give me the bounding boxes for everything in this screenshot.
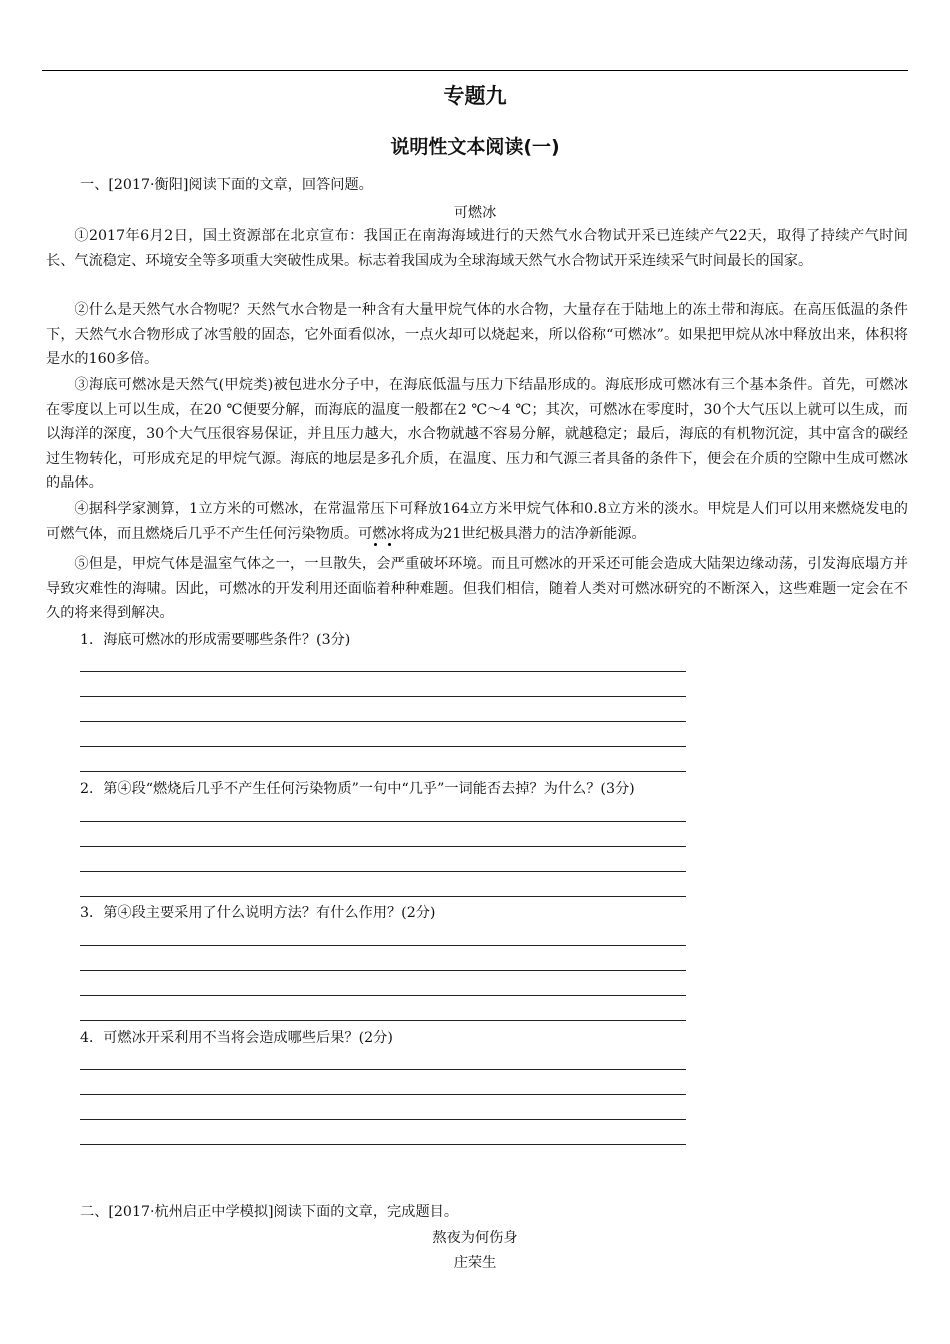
article2-title: 熬夜为何伤身: [432, 1230, 518, 1246]
answer-line[interactable]: [80, 945, 686, 946]
answer-line[interactable]: [80, 1094, 686, 1095]
paragraph-5: ⑤但是，甲烷气体是温室气体之一，一旦散失，会严重破坏环境。而且可燃冰的开采还可能会造成大陆架边缘动荡，引发海底塌方并导致灾难性的海啸。因此，可燃冰的开发利用还面临着种种难题。但我们相信，随着人类对可燃冰研究的不断深入，这些难题一定会在不久的将来得到解决。: [46, 556, 908, 622]
article2-author: 庄荣生: [453, 1255, 497, 1271]
question-1: 1．海底可燃冰的形成需要哪些条件？(3分): [80, 632, 351, 648]
paragraph-4: ④据科学家测算，1立方米的可燃冰，在常温常压下可释放164立方米甲烷气体和0.8立方米的淡水。甲烷是人们可以用来燃烧发电的可燃气体，而且燃烧后几乎不产生任何污染物质。可燃冰将成为21世纪极具潜力的洁净新能源。: [46, 501, 908, 542]
answer-line[interactable]: [80, 696, 686, 697]
answer-line[interactable]: [80, 995, 686, 996]
answer-line[interactable]: [80, 771, 686, 772]
paragraph-3: ③海底可燃冰是天然气(甲烷类)被包进水分子中，在海底低温与压力下结晶形成的。海底形成可燃冰有三个基本条件。首先，可燃冰在零度以上可以生成，在20 ℃便要分解，而海底的温度一般都在2 ℃～4 ℃；其次，可燃冰在零度时，30个大气压以上就可以生成，而以海洋的深度，30个大气压很容易保证，并且压力越大，水合物就越不容易分解，就越稳定；最后，海底的有机物沉淀，其中富含的碳经过生物转化，可形成充足的甲烷气源。海底的地层是多孔介质，在温度、压力和气源三者具备的条件下，便会在介质的空隙中生成可燃冰的晶体。: [46, 377, 908, 492]
answer-line[interactable]: [80, 746, 686, 747]
answer-line[interactable]: [80, 721, 686, 722]
answer-line[interactable]: [80, 1069, 686, 1070]
question-3: 3．第④段主要采用了什么说明方法？有什么作用？(2分): [80, 905, 436, 921]
answer-line[interactable]: [80, 1119, 686, 1120]
page-subtitle: 说明性文本阅读(一): [390, 136, 560, 158]
section1-intro: 一、[2017·衡阳]阅读下面的文章，回答问题。: [80, 177, 373, 193]
emphasis-dot: [374, 543, 377, 546]
top-rule: [42, 70, 908, 71]
question-2: 2．第④段“燃烧后几乎不产生任何污染物质”一句中“几乎”一词能否去掉？为什么？(3分): [80, 781, 635, 797]
section2-intro: 二、[2017·杭州启正中学模拟]阅读下面的文章，完成题目。: [80, 1204, 459, 1220]
emphasis-dot: [388, 543, 391, 546]
paragraph-2: ②什么是天然气水合物呢？天然气水合物是一种含有大量甲烷气体的水合物，大量存在于陆地上的冻土带和海底。在高压低温的条件下，天然气水合物形成了冰雪般的固态，它外面看似冰，一点火却可以烧起来，所以俗称“可燃冰”。如果把甲烷从冰中释放出来，体积将是水的160多倍。: [46, 302, 908, 368]
answer-line[interactable]: [80, 1020, 686, 1021]
answer-line[interactable]: [80, 896, 686, 897]
answer-line[interactable]: [80, 1144, 686, 1145]
answer-line[interactable]: [80, 970, 686, 971]
article-title: 可燃冰: [453, 205, 497, 221]
answer-line[interactable]: [80, 846, 686, 847]
answer-line[interactable]: [80, 671, 686, 672]
page-title: 专题九: [443, 84, 507, 108]
answer-line[interactable]: [80, 821, 686, 822]
question-4: 4．可燃冰开采利用不当将会造成哪些后果？(2分): [80, 1030, 393, 1046]
answer-line[interactable]: [80, 871, 686, 872]
paragraph-1: ①2017年6月2日，国土资源部在北京宣布：我国正在南海海域进行的天然气水合物试开采已连续产气22天，取得了持续产气时间长、气流稳定、环境安全等多项重大突破性成果。标志着我国成为全球海域天然气水合物试开采连续采气时间最长的国家。: [46, 228, 908, 269]
